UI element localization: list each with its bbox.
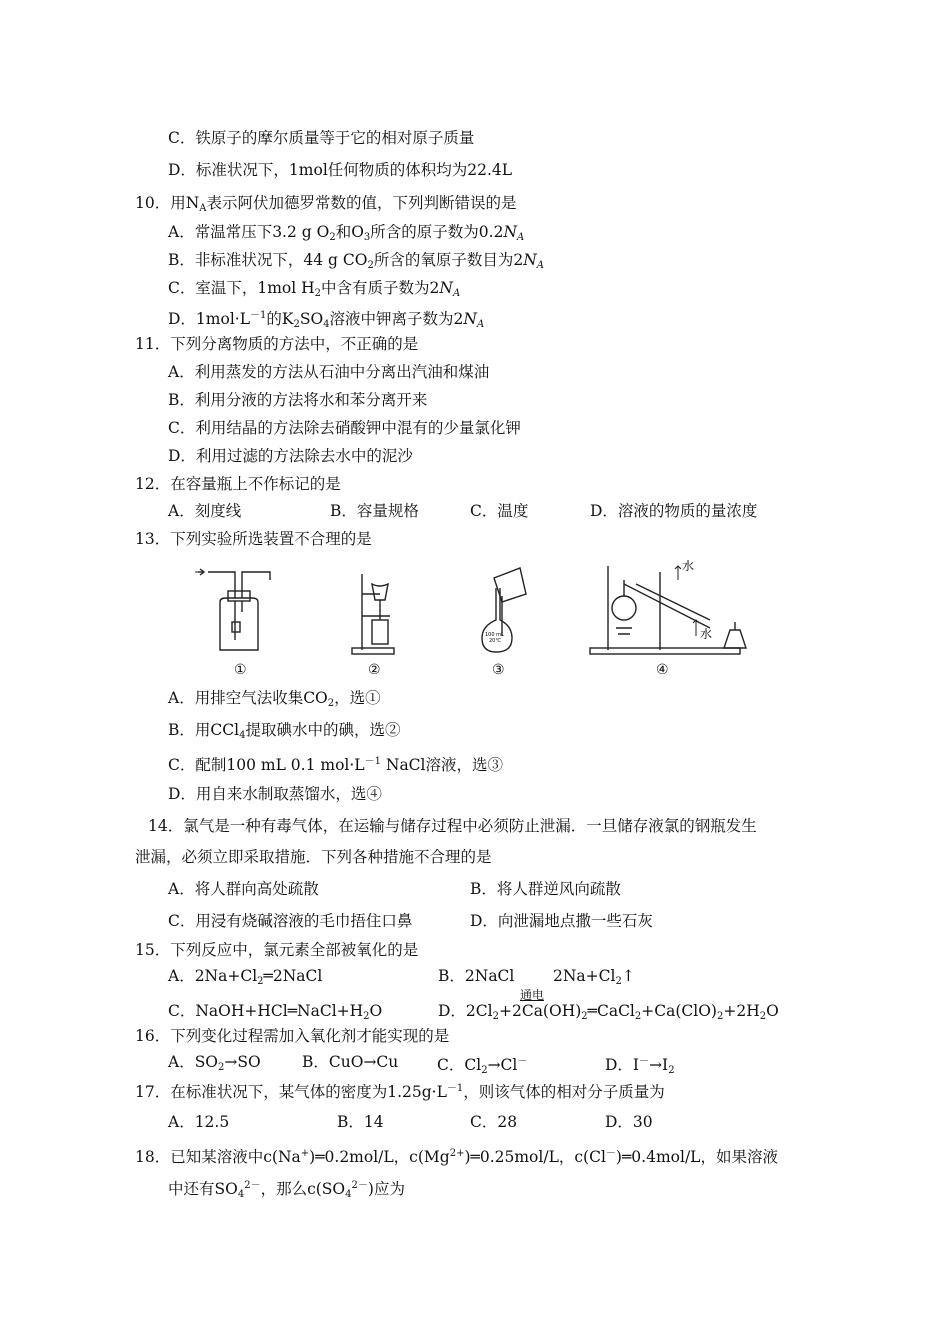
q12-option-c: C．温度	[470, 502, 529, 520]
distillation-apparatus	[590, 566, 746, 654]
q11-stem: 11．下列分离物质的方法中，不正确的是	[135, 335, 419, 353]
q10-option-a: A．常温常压下3.2 g $O_2$和$O_3$所含的原子数为$0.2N_A$	[168, 223, 525, 243]
q17-option-a: A．12.5	[168, 1113, 230, 1131]
q9-option-d: D．标准状况下，1mol任何物质的体积均为22.4L	[168, 161, 513, 179]
flask-volume-label: 100 mL	[485, 632, 504, 638]
q10-option-d: D．$1mol\cdot L^{-1}$的$K_2SO_4$溶液中钾离子数为$2N_A$	[168, 310, 485, 330]
q15-option-d: D．$2Cl_2+2Ca(OH)_2═CaCl_2+Ca(ClO)_2+2H_2O$	[438, 1002, 779, 1022]
q14-option-b: B．将人群逆风向疏散	[470, 880, 621, 898]
q10-stem: 10．用$N_A$表示阿伏加德罗常数的值，下列判断错误的是	[135, 194, 517, 214]
figure-label-2: ②	[368, 662, 381, 678]
figure-label-1: ①	[234, 662, 247, 678]
q17-option-d: D．30	[605, 1113, 653, 1131]
gas-bottle-apparatus	[195, 569, 270, 650]
electrolysis-condition: 通电	[520, 988, 545, 1002]
q18-stem-line2: 中还有$SO_4^{2-}$，那么$c(SO_4^{2-})$应为	[168, 1180, 405, 1200]
apparatus-figure	[190, 558, 760, 680]
q15-stem: 15．下列反应中，氯元素全部被氧化的是	[135, 941, 419, 959]
q14-stem-line1: 14．氯气是一种有毒气体，在运输与储存过程中必须防止泄漏．一旦储存液氯的钢瓶发生	[148, 817, 757, 835]
q16-option-b: B．CuO→Cu	[302, 1053, 399, 1071]
q16-option-c: C．$Cl_2\to Cl^-$	[437, 1056, 528, 1076]
q13-option-b: B．用CCl$_4$提取碘水中的碘，选②	[168, 721, 401, 741]
q13-option-d: D．用自来水制取蒸馏水，选④	[168, 785, 382, 803]
apparatus-diagram	[190, 558, 760, 662]
q17-option-b: B．14	[337, 1113, 384, 1131]
q14-option-a: A．将人群向高处疏散	[168, 880, 319, 898]
q16-stem: 16．下列变化过程需加入氧化剂才能实现的是	[135, 1027, 450, 1045]
q16-option-d: D．$I^-\to I_2$	[605, 1056, 675, 1076]
q17-option-c: C．28	[470, 1113, 518, 1131]
figure-label-4: ④	[656, 662, 669, 678]
q11-option-a: A．利用蒸发的方法从石油中分离出汽油和煤油	[168, 363, 490, 381]
q16-option-a: A．$SO_2\to SO$	[168, 1053, 261, 1073]
q9-option-c: C．铁原子的摩尔质量等于它的相对原子质量	[168, 129, 475, 147]
q14-option-c: C．用浸有烧碱溶液的毛巾捂住口鼻	[168, 912, 413, 930]
q10-option-c: C．室温下，1mol $H_2$中含有质子数为$2N_A$	[168, 279, 461, 299]
q10-option-b: B．非标准状况下，44 g $CO_2$所含的氧原子数目为$2N_A$	[168, 251, 545, 271]
q12-stem: 12．在容量瓶上不作标记的是	[135, 475, 341, 493]
q11-option-d: D．利用过滤的方法除去水中的泥沙	[168, 447, 413, 465]
water-in-label-top: 水	[682, 559, 695, 573]
q14-stem-line2: 泄漏，必须立即采取措施．下列各种措施不合理的是	[135, 848, 492, 866]
q13-stem: 13．下列实验所选装置不合理的是	[135, 530, 372, 548]
q12-option-a: A．刻度线	[168, 502, 242, 520]
separatory-funnel-apparatus	[352, 574, 394, 654]
q18-stem-line1: 18．已知某溶液中c(Na+)═0.2mol/L，$c(Mg^{2+})═0.25mol/L$，c(Cl－)═0.4mol/L，如果溶液	[135, 1148, 778, 1166]
q15-option-c: C．$NaOH+HCl═NaCl+H_2O$	[168, 1002, 383, 1022]
q11-option-b: B．利用分液的方法将水和苯分离开来	[168, 391, 428, 409]
water-in-label-bottom: 水	[700, 627, 713, 641]
q12-option-d: D．溶液的物质的量浓度	[590, 502, 758, 520]
q13-option-a: A．用排空气法收集$CO_2$，选①	[168, 689, 381, 709]
q13-option-c: C．配制100 mL 0.1 $mol\cdot L^{-1}$ NaCl溶液，选③	[168, 756, 504, 774]
q15-option-a: A．$2Na+Cl_2═2NaCl$	[168, 967, 323, 987]
q17-stem: 17．在标准状况下，某气体的密度为$1.25g\cdot L^{-1}$，则该气体的相对分子质量为	[135, 1083, 665, 1101]
q11-option-c: C．利用结晶的方法除去硝酸钾中混有的少量氯化钾	[168, 419, 521, 437]
q14-option-d: D．向泄漏地点撒一些石灰	[470, 912, 653, 930]
q15-option-b-right: $2Na+Cl_2↑$	[553, 967, 635, 987]
flask-temp-label: 20℃	[489, 638, 501, 644]
q12-option-b: B．容量规格	[330, 502, 419, 520]
figure-label-3: ③	[492, 662, 505, 678]
q15-option-b-left: B．2NaCl	[438, 967, 515, 985]
